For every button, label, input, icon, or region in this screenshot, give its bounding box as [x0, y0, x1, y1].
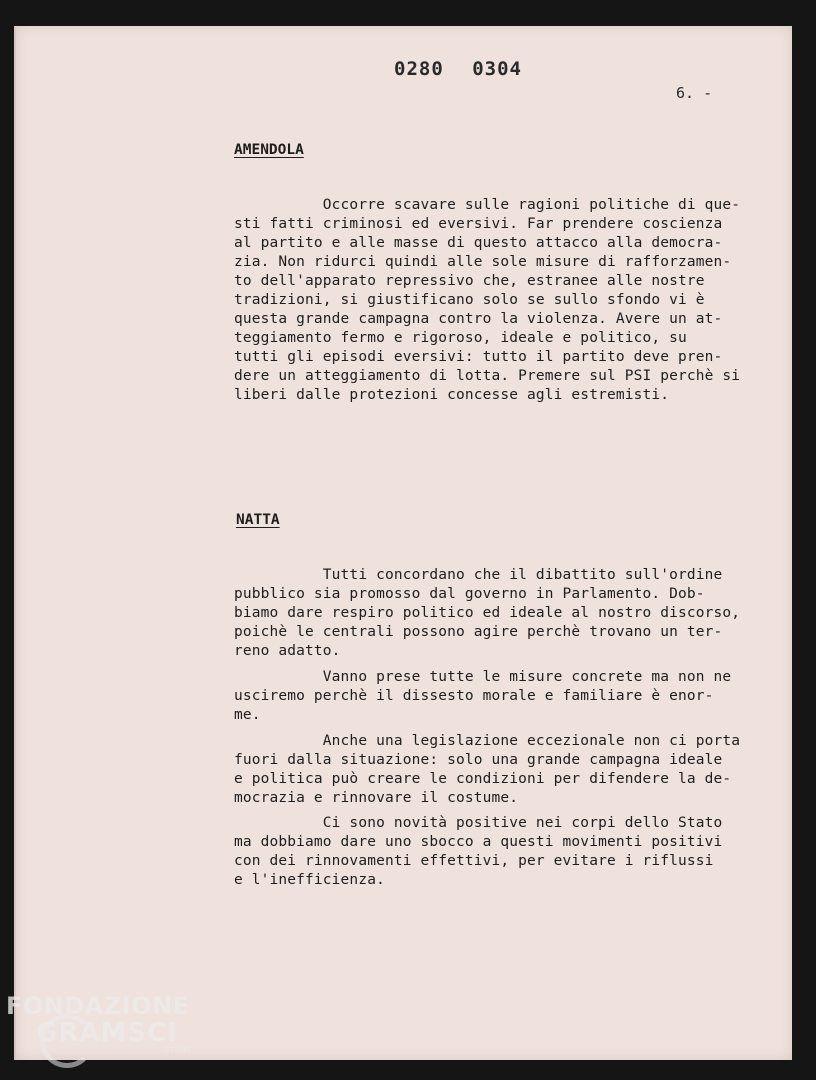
document-page: [16, 26, 792, 1060]
watermark-line-2: GRAMSCI: [36, 1018, 178, 1048]
watermark-logo-ring: [40, 1014, 94, 1068]
natta-paragraph-1: Tutti concordano che il dibattito sull'ordine pubblico sia promosso dal governo in Parlamento. Dob- biamo dare respiro politico ed ideale al nostro discorso, poichè le centrali possono agire perchè trovano un ter- reno adatto.: [234, 567, 741, 659]
natta-paragraph-3: Anche una legislazione eccezionale non ci porta fuori dalla situazione: solo una grande campagna ideale e politica può creare le condizioni per difendere la de- mocrazia e rinnovare il costume.: [234, 733, 741, 806]
fondazione-gramsci-watermark: [6, 992, 206, 1055]
watermark-line-1: FONDAZIONE: [6, 992, 190, 1020]
natta-paragraph-2: Vanno prese tutte le misure concrete ma non ne usciremo perchè il dissesto morale e familiare è enor- me.: [234, 669, 732, 723]
speaker-heading-amendola: AMENDOLA: [234, 142, 304, 158]
archive-stamp: 0280 0304: [394, 58, 522, 80]
speaker-heading-natta: NATTA: [236, 512, 280, 528]
watermark-line-3: onlus: [164, 1044, 191, 1055]
page-number: 6. -: [676, 84, 713, 102]
amendola-paragraph: Occorre scavare sulle ragioni politiche di que- sti fatti criminosi ed eversivi. Far prendere coscienza al partito e alle masse di questo attacco alla democra- zia. Non ridurci quindi alle sole misure di rafforzamen- to dell'apparato repressivo che, estranee alle nostre tradizioni, si giustificano solo se sullo sfondo vi è questa grande campagna contro la violenza. Avere un at- teggiamento fermo e rigoroso, ideale e politico, su tutti gli episodi eversivi: tutto il partito deve pren- dere un atteggiamento di lotta. Premere sul PSI perchè si liberi dalle protezioni concesse agli estremisti.: [234, 197, 741, 403]
natta-paragraph-4: Ci sono novità positive nei corpi dello Stato ma dobbiamo dare uno sbocco a questi movimenti positivi con dei rinnovamenti effettivi, per evitare i riflussi e l'inefficienza.: [234, 815, 723, 888]
